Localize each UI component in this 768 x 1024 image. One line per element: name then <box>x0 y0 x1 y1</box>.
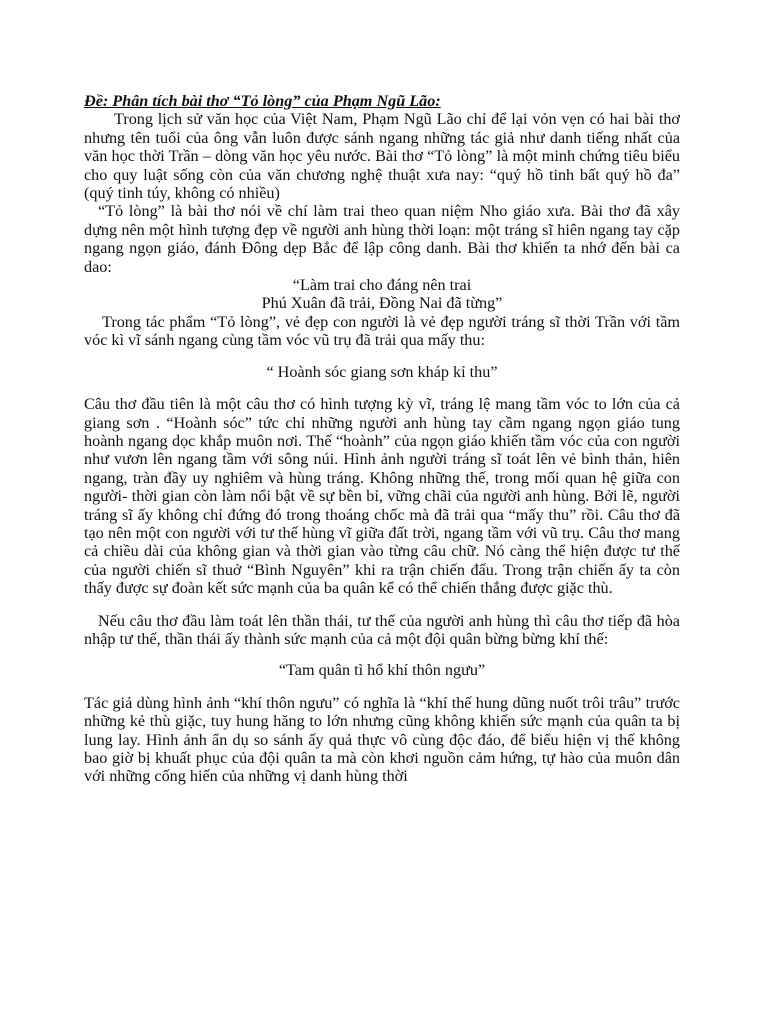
document-title: Đề: Phân tích bài thơ “Tỏ lòng” của Phạm Ngũ Lão: <box>84 92 441 110</box>
paragraph-intro: Trong lịch sử văn học của Việt Nam, Phạm Ngũ Lão chỉ để lại vỏn vẹn có hai bài thơ nhưng tên tuổi của ông vẫn luôn được sánh ngang những tác giả như danh tiếng nhất của văn học thời Trần – dòng văn học yêu nước. Bài thơ “Tỏ lòng” là một minh chứng tiêu biểu cho quy luật sống còn của văn chương nghệ thuật xưa nay: “quý hồ tinh bất quý hồ đa” (quý tinh túy, không có nhiều) <box>84 110 680 203</box>
spacer <box>84 350 680 363</box>
paragraph-transition: Nếu câu thơ đầu làm toát lên thần thái, tư thế của người anh hùng thì câu thơ tiếp đã hòa nhập tư thế, thần thái ấy thành sức mạnh của cả một đội quân bừng bừng khí thế: <box>84 611 680 648</box>
folk-verse-line-2: Phú Xuân đã trải, Đồng Nai đã từng” <box>261 294 503 313</box>
spacer <box>84 381 680 395</box>
poem-quote-1: “ Hoành sóc giang sơn kháp kỉ thu” <box>266 362 498 381</box>
paragraph-second-line-analysis: Tác giả dùng hình ảnh “khí thôn ngưu” có nghĩa là “khí thế hung dũng nuốt trôi trâu” trước những kẻ thù giặc, tuy hung hăng to lớn nhưng cũng không khiến sức mạnh của quân ta bị lung lay. Hình ảnh ẩn dụ so sánh ấy quả thực vô cùng độc đáo, để biểu hiện vị thế không bao giờ bị khuất phục của đội quân ta mà còn khơi nguồn cảm hứng, tự hào của muôn dân với những cống hiến của những vị danh hùng thời <box>84 693 680 786</box>
folk-verse-line-1: “Làm trai cho đáng nên trai <box>292 276 472 295</box>
paragraph-hero-beauty: Trong tác phẩm “Tỏ lòng”, vẻ đẹp con người là vẻ đẹp người tráng sĩ thời Trần với tầm vóc kì vĩ sánh ngang cùng tầm vóc vũ trụ đã trải qua mấy thu: <box>84 312 680 350</box>
spacer <box>84 648 680 661</box>
paragraph-theme: “Tỏ lòng” là bài thơ nói về chí làm trai theo quan niệm Nho giáo xưa. Bài thơ đã xây dựng nên một hình tượng đẹp về người anh hùng thời loạn: một tráng sĩ hiên ngang tay cặp ngang ngọn giáo, đánh Đông dẹp Bắc để lập công danh. Bài thơ khiến ta nhớ đến bài ca dao: <box>84 202 680 276</box>
paragraph-first-line-analysis: Câu thơ đầu tiên là một câu thơ có hình tượng kỳ vĩ, tráng lệ mang tầm vóc to lớn của cả giang sơn . “Hoành sóc” tức chỉ những người anh hùng tay cầm ngang ngọn giáo tung hoành ngang dọc khắp muôn nơi. Thế “hoành” của ngọn giáo khiến tầm vóc của con người như vươn lên ngang tầm với sông núi. Hình ảnh người tráng sĩ toát lên vẻ bình thản, hiên ngang, tràn đầy uy nghiêm và hùng tráng. Không những thế, trong mối quan hệ giữa con người- thời gian còn làm nổi bật về sự bền bỉ, vững chãi của người anh hùng. Bởi lẽ, người tráng sĩ ấy không chỉ đứng đó trong thoáng chốc mà đã trải qua “mấy thu” rồi. Câu thơ đã tạo nên một con người với tư thế hùng vĩ giữa đất trời, ngang tầm với vũ trụ. Câu thơ mang cả chiều dài của không gian và thời gian vào từng câu chữ. Nó càng thể hiện được tư thế của người chiến sĩ thuở “Bình Nguyên” khi ra trận chiến đấu. Trong trận chiến ấy ta còn thấy được sự đoàn kết sức mạnh của ba quân kể có thể chiến thắng được giặc thù. <box>84 395 680 598</box>
spacer <box>84 598 680 612</box>
poem-quote-2: “Tam quân tì hổ khí thôn ngưu” <box>278 661 486 680</box>
document-page <box>84 92 680 786</box>
spacer <box>84 680 680 694</box>
